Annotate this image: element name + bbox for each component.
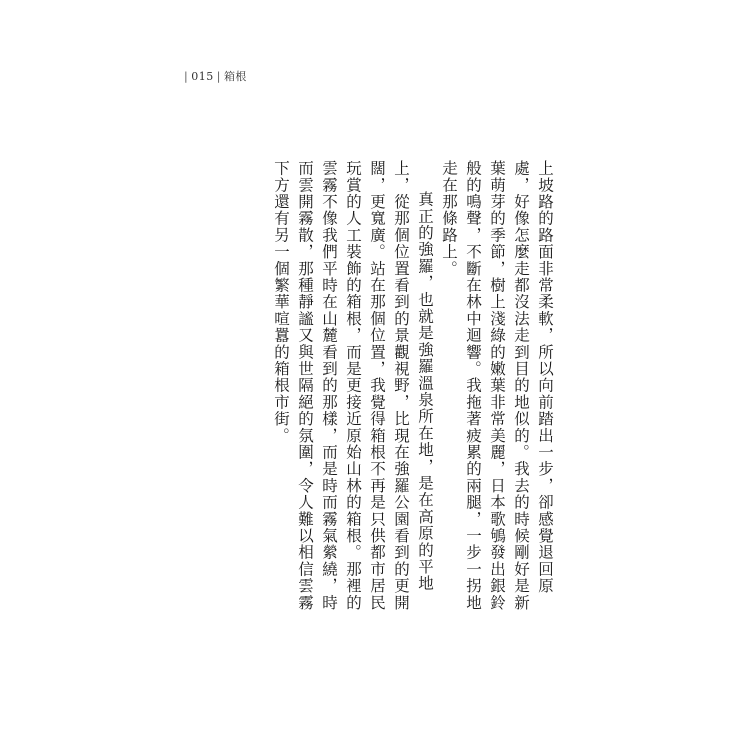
- page-number: 015: [191, 70, 214, 83]
- header-divider: |: [216, 70, 221, 83]
- body-text: [269, 160, 557, 620]
- header-divider: |: [184, 70, 189, 83]
- section-title: 箱根: [223, 70, 247, 83]
- paragraph-1: 上坡路的路面非常柔軟，所以向前踏出一步，卻感覺退回原處，好像怎麼走都沒法走到目的地似的。我去的時候剛好是新葉萌芽的季節，樹上淺綠的嫩葉非常美麗，日本歌鴝發出銀鈴般的鳴聲，不斷在林中迴響。我拖著疲累的兩腿，一步一拐地走在那條路上。: [440, 160, 554, 611]
- running-header: [181, 68, 247, 84]
- paragraph-2: 真正的強羅，也就是強羅溫泉所在地，是在高原的平地上，從那個位置看到的景觀視野，比現在強羅公園看到的更開闊，更寬廣。站在那個位置，我覺得箱根不再是只供都市居民玩賞的人工裝飾的箱根，而是更接近原始山林的箱根。那裡的雲霧不像我們平時在山麓看到的那樣，而是時而霧氣縈繞，時而雲開霧散，那種靜謐又與世隔絕的氛圍，令人難以相信雲霧下方還有另一個繁華喧囂的箱根市街。: [272, 160, 434, 611]
